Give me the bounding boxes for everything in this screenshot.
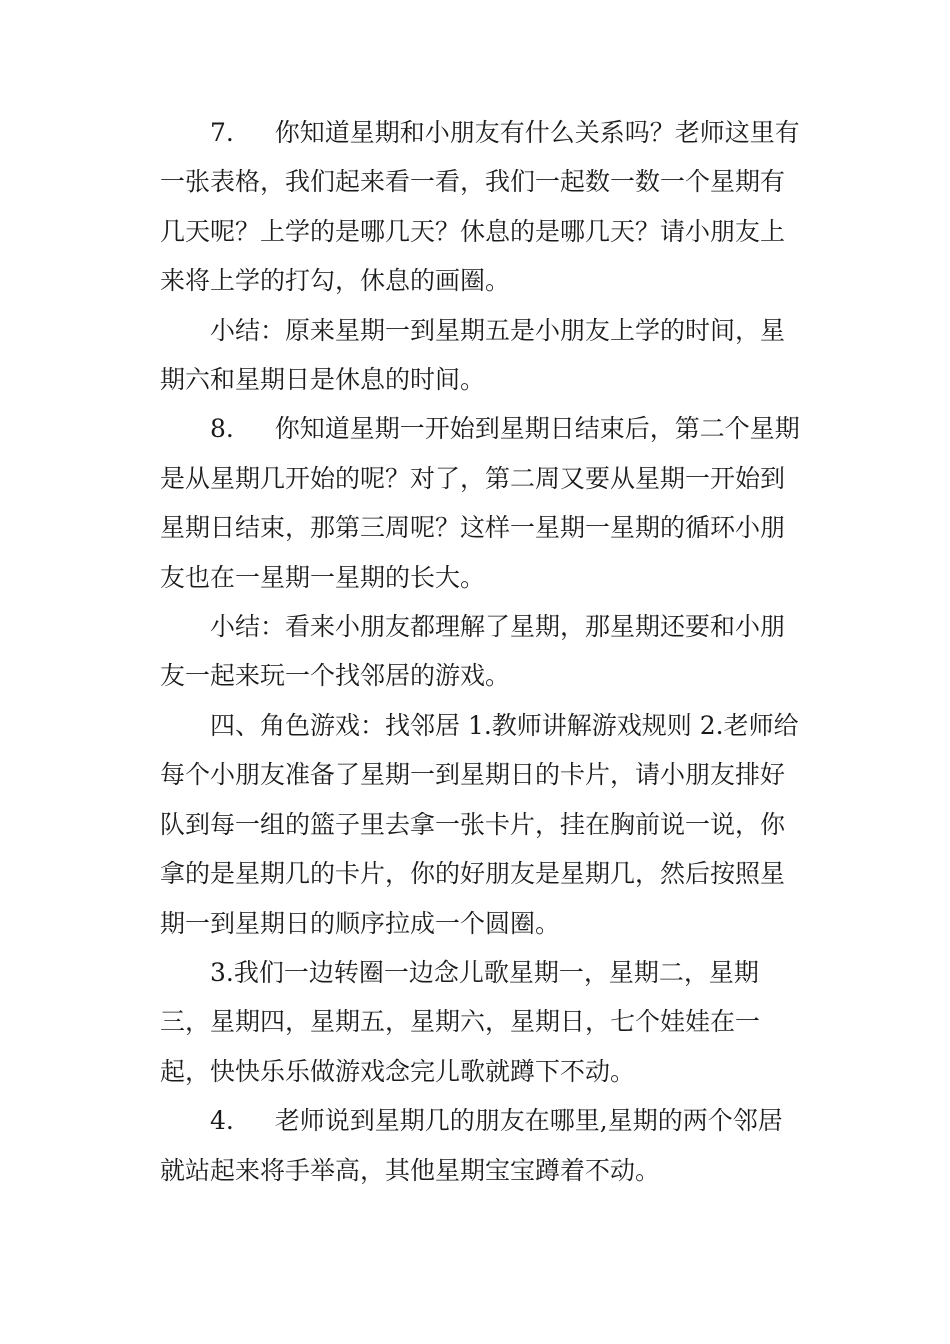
paragraph-summary-1: 小结：原来星期一到星期五是小朋友上学的时间，星期六和星期日是休息的时间。 xyxy=(160,315,786,395)
paragraph-step-7: 7. 你知道星期和小朋友有什么关系吗？老师这里有一张表格，我们起来看一看，我们一起数一数一个星期有几天呢？上学的是哪几天？休息的是哪几天？请小朋友上来将上学的打勾，休息的画圈。 xyxy=(160,118,800,296)
paragraph-game-step-3: 3.我们一边转圈一边念儿歌星期一，星期二，星期三，星期四，星期五，星期六，星期日，七个娃娃在一起，快快乐乐做游戏念完儿歌就蹲下不动。 xyxy=(160,957,761,1086)
paragraph-role-game: 四、角色游戏：找邻居 1.教师讲解游戏规则 2.老师给每个小朋友准备了星期一到星期日的卡片，请小朋友排好队到每一组的篮子里去拿一张卡片，挂在胸前说一说，你拿的是星期几的卡片，你的好朋友是星期几，然后按照星期一到星期日的顺序拉成一个圆圈。 xyxy=(160,710,799,938)
paragraph-summary-2: 小结：看来小朋友都理解了星期，那星期还要和小朋友一起来玩一个找邻居的游戏。 xyxy=(160,612,786,691)
document-body xyxy=(160,108,800,1195)
paragraph-game-step-4: 4. 老师说到星期几的朋友在哪里,星期的两个邻居就站起来将手举高，其他星期宝宝蹲着不动。 xyxy=(160,1106,783,1185)
paragraph-step-8: 8. 你知道星期一开始到星期日结束后，第二个星期是从星期几开始的呢？对了，第二周又要从星期一开始到星期日结束，那第三周呢？这样一星期一星期的循环小朋友也在一星期一星期的长大。 xyxy=(160,414,800,592)
